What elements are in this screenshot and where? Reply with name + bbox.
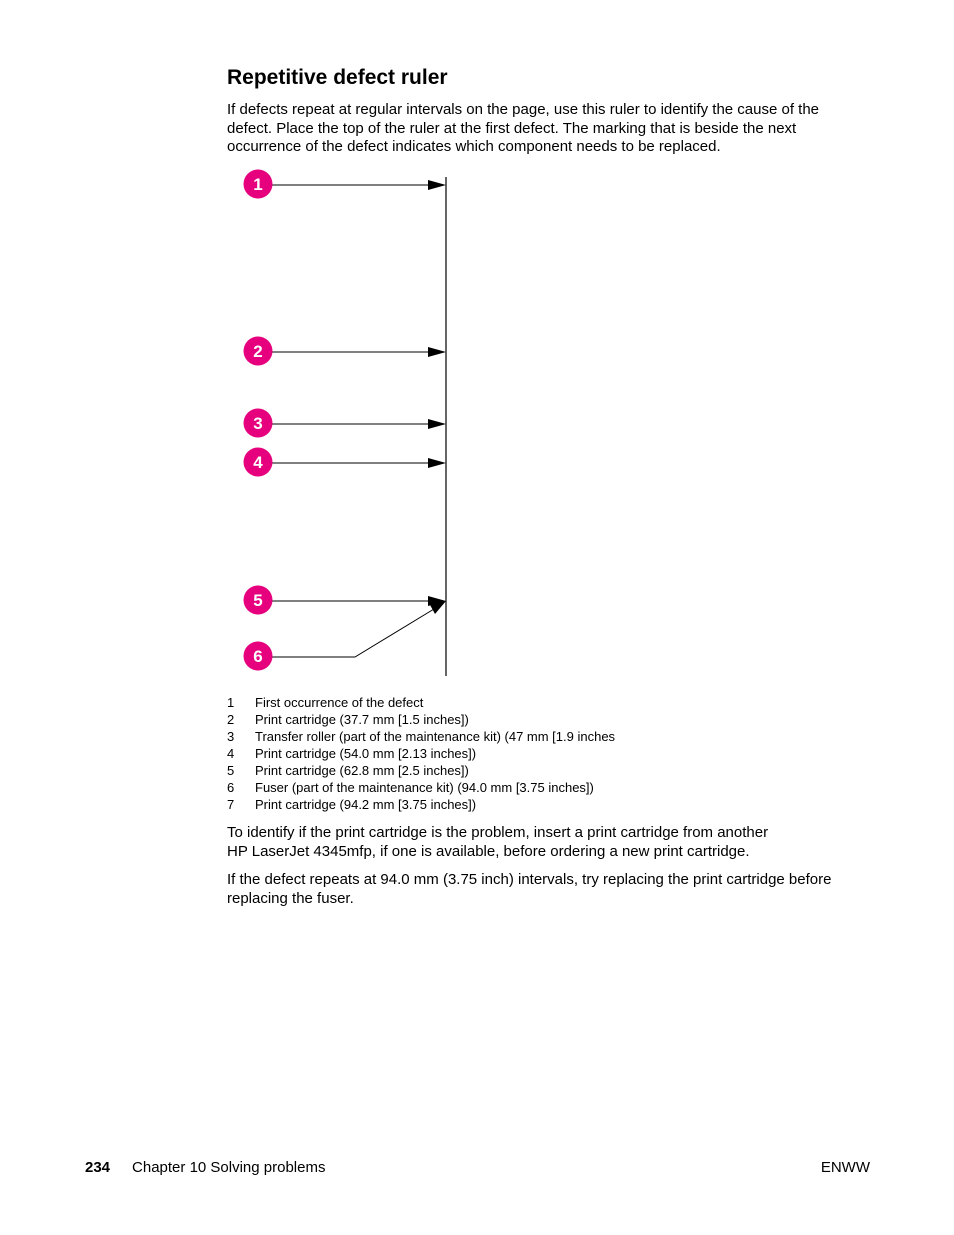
page-title: Repetitive defect ruler: [227, 66, 448, 89]
svg-text:4: 4: [253, 453, 263, 472]
svg-text:5: 5: [253, 591, 263, 610]
legend-item: [227, 711, 615, 728]
legend-number: 6: [227, 780, 235, 795]
svg-text:1: 1: [253, 175, 263, 194]
callout-6: [244, 642, 273, 671]
legend-number: 2: [227, 712, 235, 727]
cartridge-test-paragraph: [227, 823, 827, 861]
callout-legend: [227, 694, 615, 813]
paragraph-line-1: To identify if the print cartridge is the problem, insert a print cartridge from another: [227, 824, 769, 841]
pointer-line-6: [272, 609, 434, 657]
legend-item: [227, 779, 615, 796]
legend-item: [227, 796, 615, 813]
arrowhead-3: [428, 419, 446, 429]
legend-item: [227, 728, 615, 745]
legend-item: [227, 762, 615, 779]
legend-number: 4: [227, 746, 235, 761]
callout-2: [244, 337, 273, 366]
svg-text:3: 3: [253, 414, 263, 433]
legend-item: [227, 694, 615, 711]
document-code: ENWW: [820, 1159, 870, 1176]
legend-text: First occurrence of the defect: [255, 695, 424, 710]
legend-number: 5: [227, 763, 235, 778]
page-footer: [85, 1158, 870, 1177]
legend-text: Print cartridge (94.2 mm [3.75 inches]): [255, 797, 477, 812]
chapter-title: Chapter 10 Solving problems: [132, 1159, 326, 1176]
legend-text: Fuser (part of the maintenance kit) (94.0 mm [3.75 inches]): [255, 780, 594, 795]
legend-item: [227, 745, 615, 762]
callout-5: [244, 586, 273, 615]
legend-text: Print cartridge (62.8 mm [2.5 inches]): [255, 763, 469, 778]
svg-text:2: 2: [253, 342, 263, 361]
arrowhead-4: [428, 458, 446, 468]
intro-paragraph: If defects repeat at regular intervals on the page, use this ruler to identify the cause of the defect. Place the top of the ruler at the first defect. The marking that is beside the next occurrence of the defect indicates which component needs to be replaced.: [227, 101, 820, 155]
callout-3: [244, 409, 273, 438]
svg-text:6: 6: [253, 647, 263, 666]
callout-1: [244, 170, 273, 199]
fuser-advice-paragraph: If the defect repeats at 94.0 mm (3.75 inch) intervals, try replacing the print cartridge before replacing the fuser.: [227, 871, 832, 907]
page-number: 234: [85, 1159, 111, 1176]
legend-text: Transfer roller (part of the maintenance kit) (47 mm [1.9 inches: [255, 729, 616, 744]
callout-4: [244, 448, 273, 477]
legend-number: 1: [227, 695, 235, 710]
legend-text: Print cartridge (54.0 mm [2.13 inches]): [255, 746, 477, 761]
legend-number: 3: [227, 729, 235, 744]
legend-text: Print cartridge (37.7 mm [1.5 inches]): [255, 712, 469, 727]
legend-number: 7: [227, 797, 235, 812]
arrowhead-2: [428, 347, 446, 357]
arrowhead-6: [429, 601, 446, 614]
arrowhead-1: [428, 180, 446, 190]
paragraph-line-2: HP LaserJet 4345mfp, if one is available, before ordering a new print cartridge.: [227, 843, 750, 860]
